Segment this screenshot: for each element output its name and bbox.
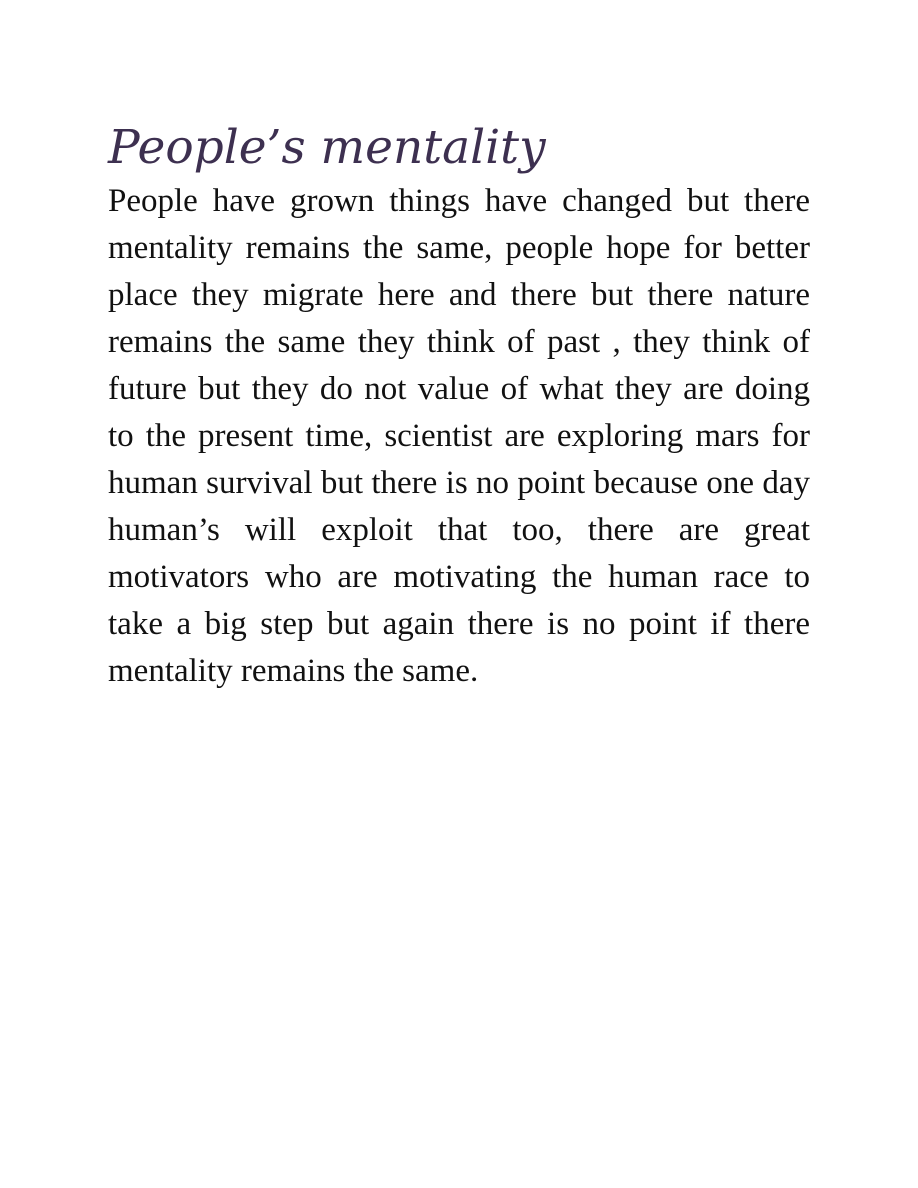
page-title: People’s mentality <box>108 120 546 175</box>
document-content <box>108 118 810 695</box>
body-paragraph: People have grown things have changed but there mentality remains the same, people hope for better place they migrate here and there but there nature remains the same they think of past , they think of future but they do not value of what they are doing to the present time, scientist are exploring mars for human survival but there is no point because one day human’s will exploit that too, there are great motivators who are motivating the human race to take a big step but again there is no point if there mentality remains the same. <box>108 183 810 689</box>
